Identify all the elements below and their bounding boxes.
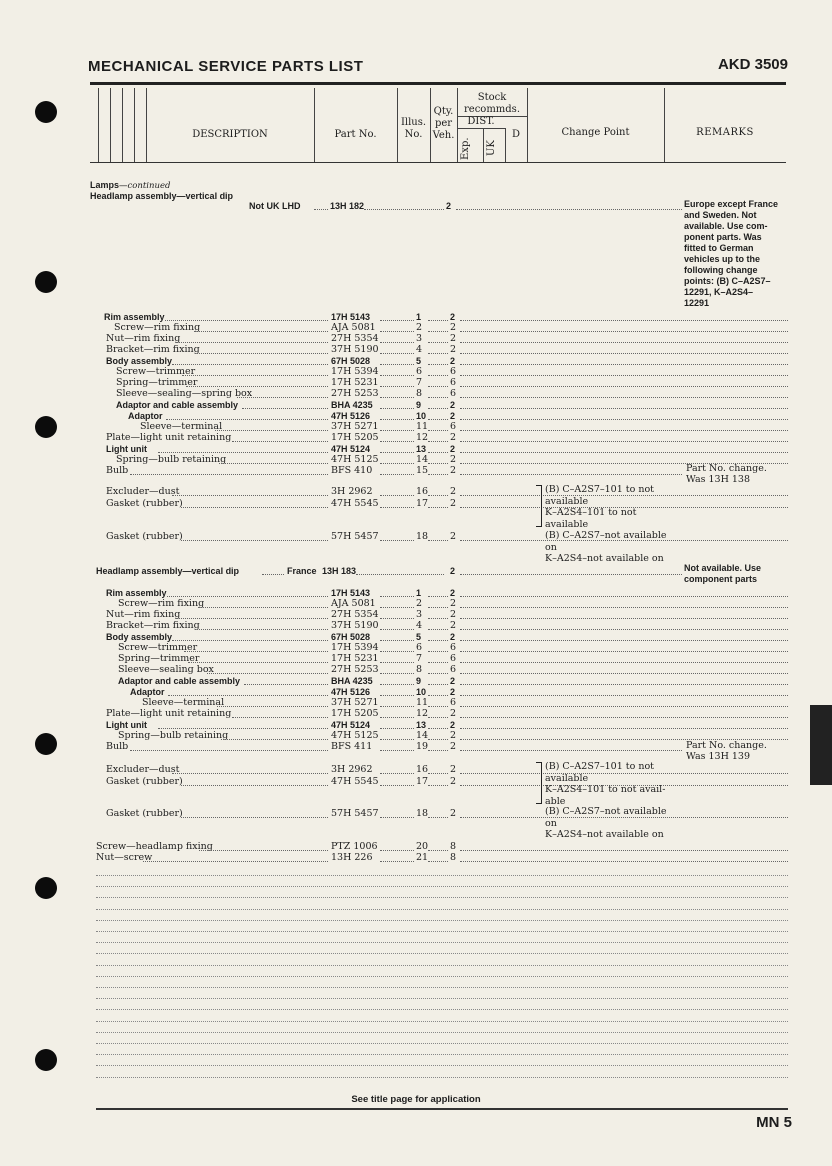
- part-description: Screw—headlamp fixing: [96, 841, 213, 852]
- part-number: 47H 5125: [331, 730, 379, 741]
- quantity: 2: [450, 344, 457, 355]
- part-number: 17H 5231: [331, 377, 379, 388]
- part-description: Rim assembly: [104, 312, 165, 322]
- col-illus: Illus. No.: [400, 117, 427, 140]
- part-description: Nut—screw: [96, 852, 153, 863]
- blank-line: [96, 998, 788, 999]
- illus-number: 14: [416, 454, 429, 465]
- group2-main-row: Headlamp assembly—vertical dip France 13H 183 2: [0, 565, 832, 577]
- part-number: 47H 5545: [331, 498, 379, 509]
- part-number: 57H 5457: [331, 531, 379, 542]
- part-number: 67H 5028: [331, 632, 371, 642]
- illus-number: 3: [416, 333, 423, 344]
- document-code: AKD 3509: [717, 56, 788, 73]
- quantity: 2: [450, 764, 457, 775]
- table-row: [0, 852, 832, 864]
- part-number: 17H 5394: [331, 642, 379, 653]
- quantity: 2: [450, 411, 456, 421]
- illus-number: 18: [416, 531, 429, 542]
- quantity: 2: [450, 708, 457, 719]
- quantity: 2: [450, 730, 457, 741]
- part-number: 47H 5125: [331, 454, 379, 465]
- part-description: Light unit: [106, 720, 147, 730]
- blank-line: [96, 1077, 788, 1078]
- part-number: AJA 5081: [331, 598, 376, 609]
- quantity: 2: [450, 620, 457, 631]
- quantity: 2: [450, 720, 456, 730]
- quantity: 2: [450, 444, 456, 454]
- illus-number: 16: [416, 486, 429, 497]
- blank-line: [96, 875, 788, 876]
- part-description: Sleeve—terminal: [142, 697, 225, 708]
- illus-number: 12: [416, 432, 429, 443]
- illus-number: 15: [416, 465, 429, 476]
- quantity: 2: [450, 454, 457, 465]
- quantity: 2: [450, 312, 456, 322]
- part-number: 67H 5028: [331, 356, 371, 366]
- part-description: Spring—bulb retaining: [118, 730, 229, 741]
- part-description: Sleeve—sealing box: [118, 664, 214, 675]
- part-number: 17H 5231: [331, 653, 379, 664]
- quantity: 2: [450, 632, 456, 642]
- column-header: [90, 88, 786, 163]
- binder-hole: [35, 1049, 57, 1071]
- part-number: BFS 411: [331, 741, 373, 752]
- illus-number: 4: [416, 620, 423, 631]
- table-row: [0, 776, 832, 788]
- illus-number: 3: [416, 609, 423, 620]
- illus-number: 5: [416, 632, 422, 642]
- quantity: 8: [450, 841, 457, 852]
- blank-line: [96, 1054, 788, 1055]
- illus-number: 17: [416, 498, 429, 509]
- quantity: 8: [450, 852, 457, 863]
- blank-line: [96, 920, 788, 921]
- col-d: D: [511, 129, 521, 140]
- quantity: 2: [450, 741, 457, 752]
- part-description: Bulb: [106, 465, 129, 476]
- illus-number: 10: [416, 411, 427, 421]
- blank-line: [96, 909, 788, 910]
- part-number: 37H 5190: [331, 344, 379, 355]
- quantity: 2: [450, 676, 456, 686]
- remarks-group2: Not available. Use component parts: [684, 563, 762, 584]
- illus-number: 21: [416, 852, 429, 863]
- col-dist: DIST.: [467, 116, 495, 127]
- part-description: Gasket (rubber): [106, 808, 183, 819]
- quantity: 2: [450, 531, 457, 542]
- illus-number: 10: [416, 687, 427, 697]
- blank-line: [96, 897, 788, 898]
- part-number: 37H 5271: [331, 697, 379, 708]
- quantity: 2: [450, 776, 457, 787]
- page-title: MECHANICAL SERVICE PARTS LIST: [88, 58, 364, 75]
- quantity: 2: [450, 432, 457, 443]
- col-description: DESCRIPTION: [192, 129, 268, 140]
- part-number: 57H 5457: [331, 808, 379, 819]
- col-part-no: Part No.: [334, 129, 377, 140]
- part-description: Nut—rim fixing: [106, 609, 181, 620]
- col-uk: UK: [486, 140, 497, 156]
- part-description: Adaptor and cable assembly: [116, 400, 239, 410]
- quantity: 6: [450, 653, 457, 664]
- blank-line: [96, 1021, 788, 1022]
- quantity: 2: [450, 598, 457, 609]
- part-number: BFS 410: [331, 465, 373, 476]
- illus-number: 14: [416, 730, 429, 741]
- quantity: 6: [450, 366, 457, 377]
- quantity: 6: [450, 664, 457, 675]
- change-point-2a: (B) C–A2S7–101 to not available K–A2S4–101 to not avail- able: [545, 761, 666, 807]
- group-title: Headlamp assembly—vertical dip: [90, 191, 234, 201]
- blank-line: [96, 942, 788, 943]
- illus-number: 9: [416, 400, 422, 410]
- table-row: [0, 764, 832, 776]
- illus-number: 5: [416, 356, 422, 366]
- part-description: Adaptor and cable assembly: [118, 676, 241, 686]
- header-rule: [90, 82, 786, 85]
- part-number: PTZ 1006: [331, 841, 378, 852]
- change-point-2b: (B) C–A2S7–not available on K–A2S4–not available on: [545, 806, 667, 840]
- blank-line: [96, 1009, 788, 1010]
- quantity: 6: [450, 642, 457, 653]
- illus-number: 1: [416, 588, 422, 598]
- blank-line: [96, 953, 788, 954]
- blank-line: [96, 886, 788, 887]
- part-number: 3H 2962: [331, 486, 373, 497]
- quantity: 2: [450, 808, 457, 819]
- part-number: 27H 5354: [331, 333, 379, 344]
- part-description: Gasket (rubber): [106, 498, 183, 509]
- table-row: [0, 486, 832, 498]
- illus-number: 2: [416, 598, 423, 609]
- part-description: Bulb: [106, 741, 129, 752]
- part-description: Plate—light unit retaining: [106, 708, 232, 719]
- table-row: [0, 531, 832, 543]
- quantity: 2: [450, 687, 456, 697]
- change-point-1a: (B) C–A2S7–101 to not available K–A2S4–101 to not available: [545, 484, 655, 530]
- part-description: Sleeve—sealing—spring box: [116, 388, 253, 399]
- part-description: Spring—trimmer: [116, 377, 198, 388]
- illus-number: 11: [416, 421, 429, 432]
- part-number: BHA 4235: [331, 676, 373, 686]
- table-row: [0, 808, 832, 820]
- illus-number: 7: [416, 377, 423, 388]
- part-number: 3H 2962: [331, 764, 373, 775]
- part-description: Excluder—dust: [106, 486, 180, 497]
- quantity: 2: [450, 498, 457, 509]
- part-description: Screw—trimmer: [116, 366, 196, 377]
- binder-hole: [35, 877, 57, 899]
- quantity: 2: [450, 356, 456, 366]
- part-description: Nut—rim fixing: [106, 333, 181, 344]
- blank-line: [96, 965, 788, 966]
- col-stock: Stock recommds.: [464, 92, 520, 115]
- part-description: Light unit: [106, 444, 147, 454]
- part-description: Adaptor: [130, 687, 165, 697]
- bracket: [536, 485, 542, 527]
- blank-line: [96, 931, 788, 932]
- blank-line: [96, 1032, 788, 1033]
- quantity: 2: [450, 486, 457, 497]
- part-description: Bracket—rim fixing: [106, 620, 200, 631]
- blank-line: [96, 1043, 788, 1044]
- illus-number: 17: [416, 776, 429, 787]
- illus-number: 2: [416, 322, 423, 333]
- part-number: BHA 4235: [331, 400, 373, 410]
- illus-number: 13: [416, 720, 427, 730]
- quantity: 2: [450, 333, 457, 344]
- quantity: 6: [450, 697, 457, 708]
- part-number: 37H 5190: [331, 620, 379, 631]
- quantity: 6: [450, 377, 457, 388]
- part-description: Spring—trimmer: [118, 653, 200, 664]
- part-number: 17H 5143: [331, 312, 371, 322]
- part-number: 47H 5124: [331, 720, 371, 730]
- part-number: 27H 5354: [331, 609, 379, 620]
- bulb-remark-1: Part No. change. Was 13H 138: [686, 463, 767, 485]
- part-description: Rim assembly: [106, 588, 167, 598]
- change-point-1b: (B) C–A2S7–not available on K–A2S4–not available on: [545, 530, 667, 564]
- quantity: 6: [450, 421, 457, 432]
- part-description: Adaptor: [128, 411, 163, 421]
- illus-number: 20: [416, 841, 429, 852]
- blank-line: [96, 987, 788, 988]
- illus-number: 4: [416, 344, 423, 355]
- illus-number: 13: [416, 444, 427, 454]
- part-description: Gasket (rubber): [106, 531, 183, 542]
- part-number: 47H 5126: [331, 411, 371, 421]
- illus-number: 1: [416, 312, 422, 322]
- illus-number: 16: [416, 764, 429, 775]
- bracket: [536, 762, 542, 804]
- blank-line: [96, 1065, 788, 1066]
- binder-hole: [35, 271, 57, 293]
- part-description: Excluder—dust: [106, 764, 180, 775]
- part-number: 37H 5271: [331, 421, 379, 432]
- part-number: 47H 5126: [331, 687, 371, 697]
- part-description: Screw—rim fixing: [118, 598, 205, 609]
- quantity: 2: [450, 400, 456, 410]
- illus-number: 11: [416, 697, 429, 708]
- quantity: 2: [450, 588, 456, 598]
- col-exp: Exp.: [460, 137, 471, 160]
- part-number: AJA 5081: [331, 322, 376, 333]
- part-description: Bracket—rim fixing: [106, 344, 200, 355]
- illus-number: 8: [416, 388, 423, 399]
- part-number: 17H 5205: [331, 432, 379, 443]
- illus-number: 19: [416, 741, 429, 752]
- footer-note: See title page for application: [351, 1094, 481, 1105]
- illus-number: 6: [416, 366, 423, 377]
- bulb-remark-2: Part No. change. Was 13H 139: [686, 740, 767, 762]
- quantity: 2: [450, 609, 457, 620]
- part-number: 27H 5253: [331, 388, 379, 399]
- part-description: Plate—light unit retaining: [106, 432, 232, 443]
- part-number: 27H 5253: [331, 664, 379, 675]
- part-description: Body assembly: [106, 632, 173, 642]
- part-description: Gasket (rubber): [106, 776, 183, 787]
- binder-hole: [35, 101, 57, 123]
- col-change-point: Change Point: [561, 127, 630, 138]
- part-description: Sleeve—terminal: [140, 421, 223, 432]
- part-description: Screw—rim fixing: [114, 322, 201, 333]
- quantity: 2: [450, 465, 457, 476]
- group-main-row: Not UK LHD 13H 182 2: [0, 200, 832, 212]
- col-qty: Qty. per Veh.: [432, 106, 455, 141]
- table-row: [0, 498, 832, 510]
- quantity: 6: [450, 388, 457, 399]
- illus-number: 6: [416, 642, 423, 653]
- part-number: 17H 5205: [331, 708, 379, 719]
- illus-number: 8: [416, 664, 423, 675]
- part-number: 17H 5394: [331, 366, 379, 377]
- quantity: 2: [450, 322, 457, 333]
- remarks-group1: Europe except France and Sweden. Not available. Use com- ponent parts. Was fitted to German vehicles up to the following change points: (B) C–A2S7– 12291, K–A2S4– 12291: [684, 199, 779, 308]
- illus-number: 12: [416, 708, 429, 719]
- illus-number: 9: [416, 676, 422, 686]
- section-heading: Lamps—continued: [90, 180, 171, 191]
- page-number: MN 5: [756, 1114, 792, 1131]
- part-number: 47H 5124: [331, 444, 371, 454]
- part-number: 17H 5143: [331, 588, 371, 598]
- part-number: 13H 226: [331, 852, 373, 863]
- part-description: Screw—trimmer: [118, 642, 198, 653]
- part-description: Spring—bulb retaining: [116, 454, 227, 465]
- part-number: 47H 5545: [331, 776, 379, 787]
- illus-number: 7: [416, 653, 423, 664]
- blank-line: [96, 976, 788, 977]
- footer-rule: [96, 1108, 788, 1110]
- col-remarks: REMARKS: [696, 127, 754, 138]
- illus-number: 18: [416, 808, 429, 819]
- part-description: Body assembly: [106, 356, 173, 366]
